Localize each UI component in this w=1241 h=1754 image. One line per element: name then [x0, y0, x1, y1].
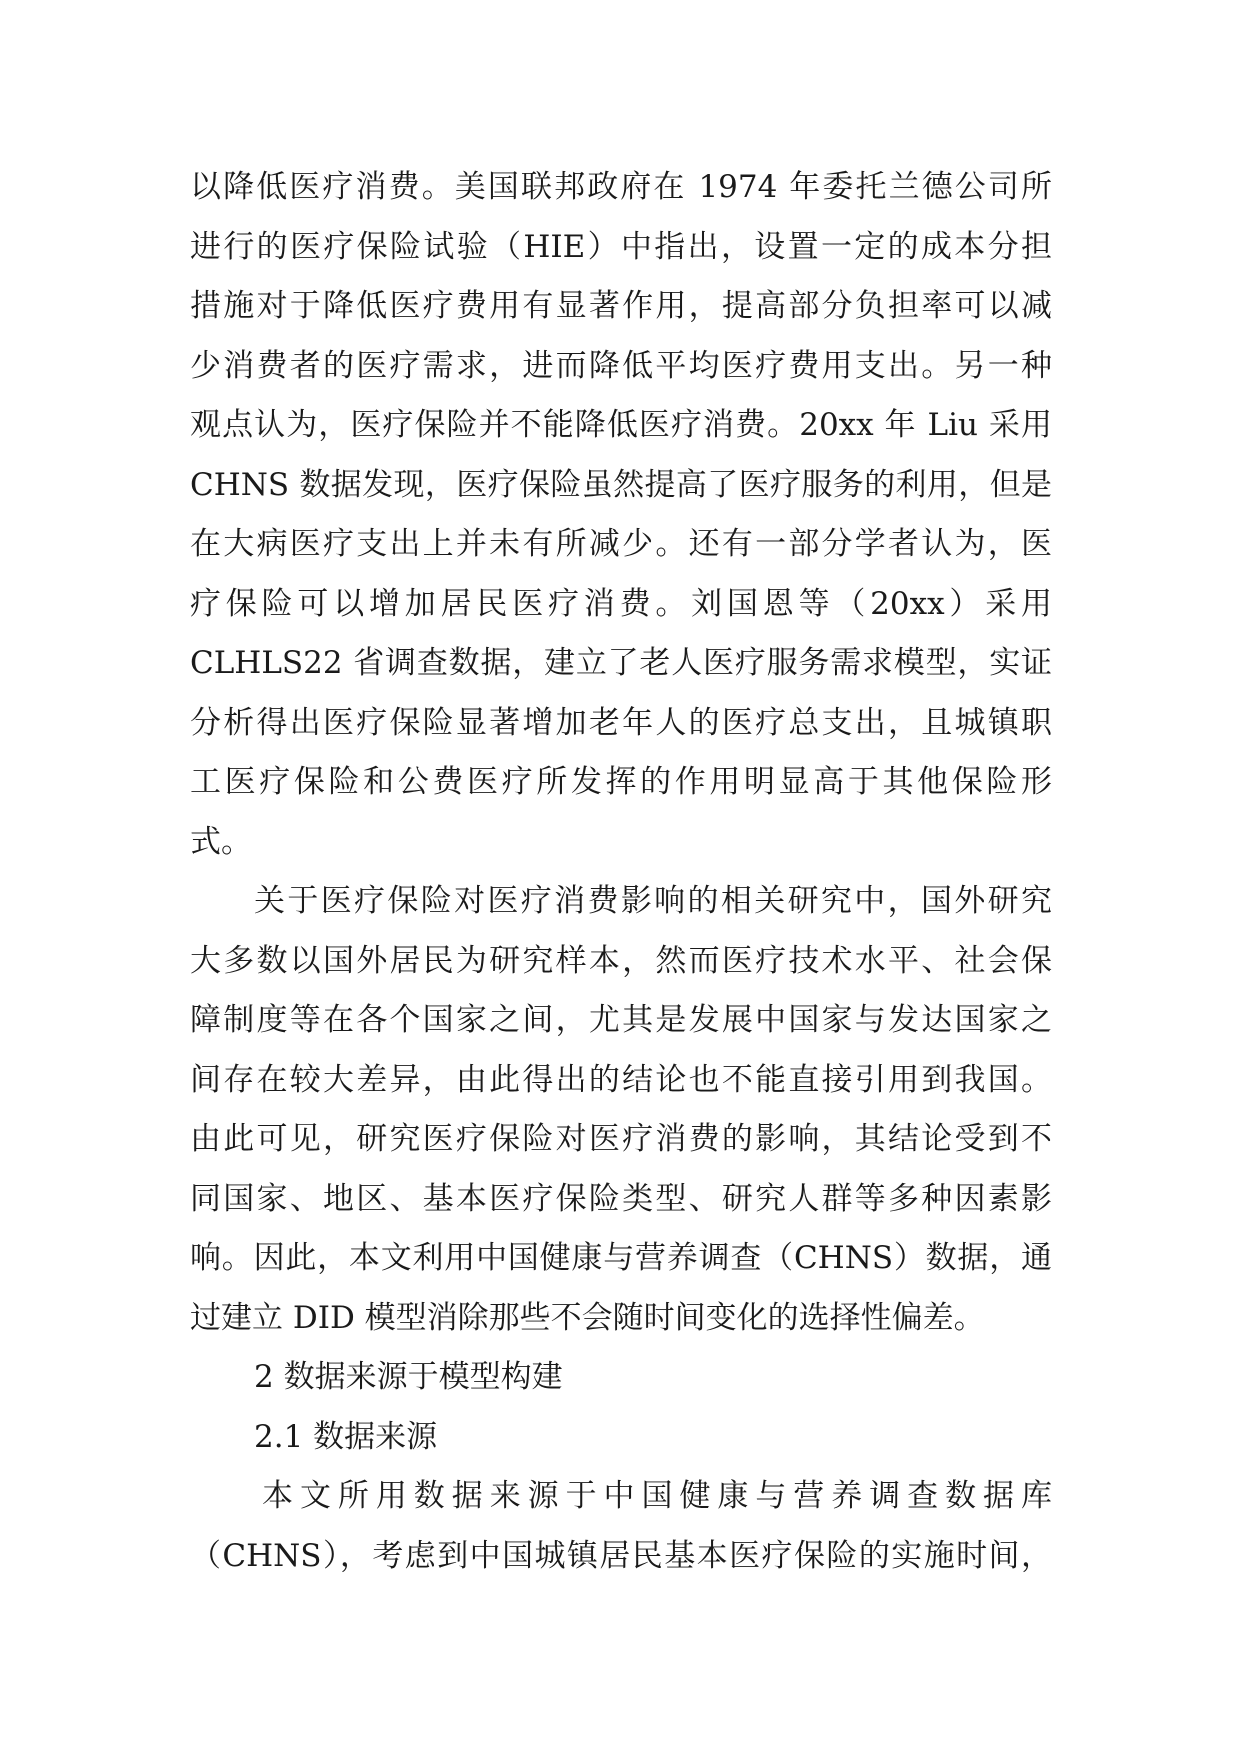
text-line: 分析得出医疗保险显著增加老年人的医疗总支出，且城镇职: [190, 704, 1052, 741]
text-line: 以降低医疗消费。美国联邦政府在 1974 年委托兰德公司所: [190, 169, 1052, 205]
text-line: CHNS 数据发现，医疗保险虽然提高了医疗服务的利用，但是: [190, 466, 1052, 503]
text-line: 大多数以国外居民为研究样本，然而医疗技术水平、社会保: [190, 942, 1052, 979]
body-text: [190, 158, 1052, 1586]
text-line: 进行的医疗保险试验（HIE）中指出，设置一定的成本分担: [190, 228, 1052, 265]
text-line: 障制度等在各个国家之间，尤其是发展中国家与发达国家之: [190, 1002, 1052, 1038]
text-line: 间存在较大差异，由此得出的结论也不能直接引用到我国。: [190, 1061, 1052, 1098]
subsection-heading: 2.1 数据来源: [254, 1418, 438, 1455]
text-line: 少消费者的医疗需求，进而降低平均医疗费用支出。另一种: [190, 347, 1052, 384]
text-line: 工医疗保险和公费医疗所发挥的作用明显高于其他保险形: [190, 764, 1052, 800]
text-line: 措施对于降低医疗费用有显著作用，提高部分负担率可以减: [190, 288, 1052, 324]
section-heading: 2 数据来源于模型构建: [254, 1359, 563, 1395]
text-line: 同国家、地区、基本医疗保险类型、研究人群等多种因素影: [190, 1180, 1052, 1217]
text-line: 在大病医疗支出上并未有所减少。还有一部分学者认为，医: [190, 526, 1052, 562]
text-line: 响。因此，本文利用中国健康与营养调查（CHNS）数据，通: [190, 1240, 1052, 1276]
text-line: CLHLS22 省调查数据，建立了老人医疗服务需求模型，实证: [190, 645, 1052, 681]
text-line: 由此可见，研究医疗保险对医疗消费的影响，其结论受到不: [190, 1121, 1052, 1157]
text-line: 观点认为，医疗保险并不能降低医疗消费。20xx 年 Liu 采用: [190, 407, 1052, 443]
text-line: （CHNS），考虑到中国城镇居民基本医疗保险的实施时间，: [190, 1537, 1052, 1574]
text-line: 本文所用数据来源于中国健康与营养调查数据库: [262, 1478, 1052, 1514]
text-line: 式。: [190, 823, 252, 860]
text-line: 过建立 DID 模型消除那些不会随时间变化的选择性偏差。: [190, 1299, 985, 1336]
text-line: 疗保险可以增加居民医疗消费。刘国恩等（20xx）采用: [190, 585, 1052, 622]
text-line: 关于医疗保险对医疗消费影响的相关研究中，国外研究: [254, 883, 1052, 919]
